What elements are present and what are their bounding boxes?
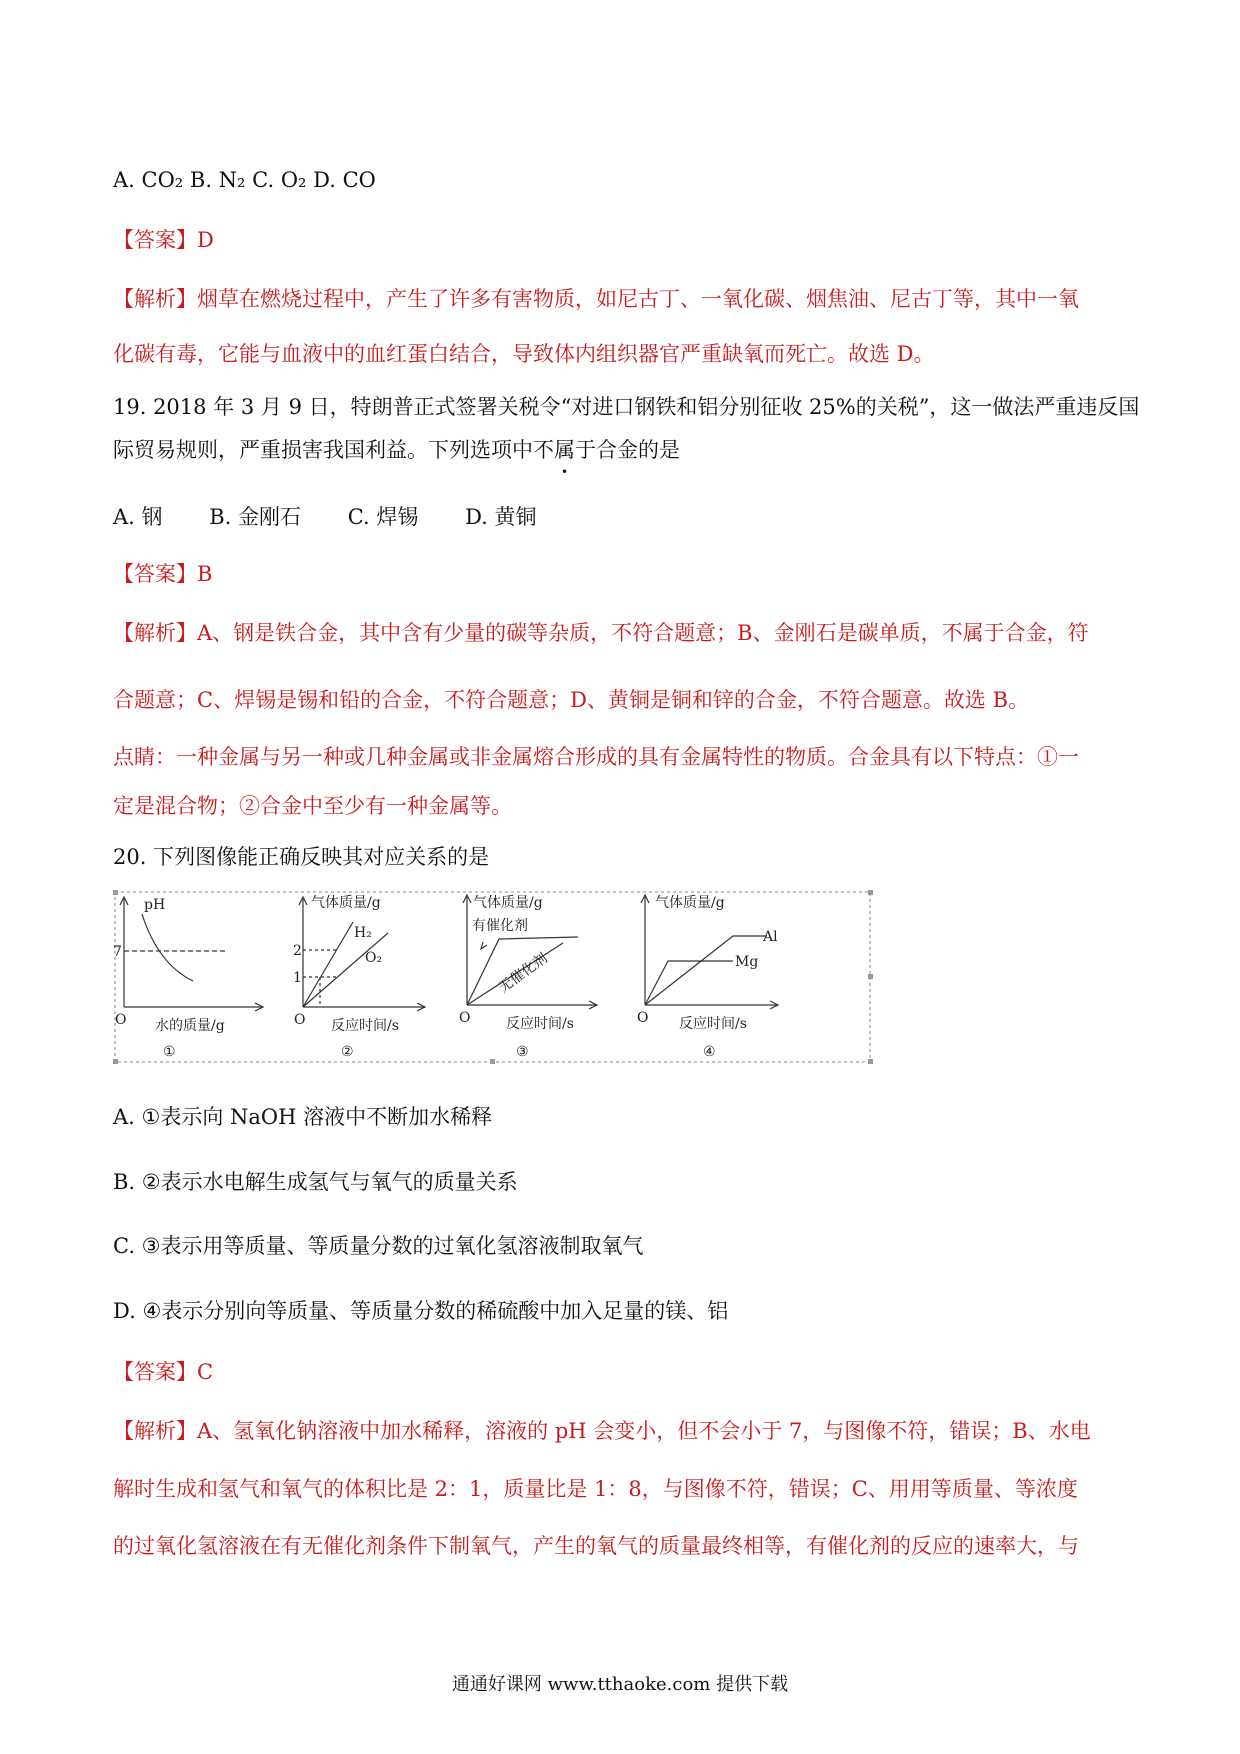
q20-option-a: A. ①表示向 NaOH 溶液中不断加水稀释 xyxy=(113,1105,493,1129)
origin-label: O xyxy=(459,1010,471,1026)
g4-xlabel: 反应时间/s xyxy=(679,1016,747,1032)
answer-value: C xyxy=(197,1360,214,1384)
emphasis-text: 不属于 xyxy=(533,438,596,462)
q20-analysis-line-2: 解时生成和氢气和氧气的体积比是 2：1，质量比是 1：8，与图像不符，错误；C、用用等质量、等浓度 xyxy=(113,1477,1078,1501)
g3-number: ③ xyxy=(516,1044,529,1060)
g2-ylabel: 气体质量/g xyxy=(311,895,381,911)
q20-answer xyxy=(113,1358,213,1386)
q20-option-c: C. ③表示用等质量、等质量分数的过氧化氢溶液制取氧气 xyxy=(113,1234,644,1258)
origin-label: O xyxy=(637,1010,649,1026)
q18-answer xyxy=(113,226,214,254)
g2-number: ② xyxy=(341,1044,354,1060)
g2-series-h2: H₂ xyxy=(354,925,372,941)
g2-tick-2: 2 xyxy=(293,943,302,959)
analysis-label: 【解析】 xyxy=(113,1419,197,1443)
origin-label: O xyxy=(294,1012,306,1028)
label-arrow xyxy=(481,942,487,949)
analysis-text: A、钢是铁合金，其中含有少量的碳等杂质，不符合题意；B、金刚石是碳单质，不属于合金，符 xyxy=(197,621,1089,645)
border-handle xyxy=(113,1059,118,1064)
answer-value: D xyxy=(197,228,214,252)
q19-analysis-line-2: 合题意；C、焊锡是锡和铅的合金，不符合题意；D、黄铜是铜和锌的合金，不符合题意。故选 B。 xyxy=(113,688,1030,712)
q19-stem-line-2 xyxy=(113,436,680,464)
g3-xlabel: 反应时间/s xyxy=(506,1016,574,1032)
q18-analysis-line-2: 化碳有毒，它能与血液中的血红蛋白结合，导致体内组织器官严重缺氧而死亡。故选 D。 xyxy=(113,342,935,366)
mg-line xyxy=(645,961,733,1005)
q18-options: A. CO₂ B. N₂ C. O₂ D. CO xyxy=(113,168,376,192)
g4-ylabel: 气体质量/g xyxy=(655,895,725,911)
page-footer: 通通好课网 www.tthaoke.com 提供下载 xyxy=(451,1674,789,1695)
h2-line xyxy=(303,922,353,1007)
analysis-text: 烟草在燃烧过程中，产生了许多有害物质，如尼古丁、一氧化碳、烟焦油、尼古丁等，其中一氧 xyxy=(197,287,1079,311)
q19-options xyxy=(113,503,577,531)
q19-analysis-line-1 xyxy=(113,619,1089,647)
g1-number: ① xyxy=(163,1044,176,1060)
q19-note-line-2: 定是混合物；②合金中至少有一种金属等。 xyxy=(113,794,512,818)
ph-curve xyxy=(142,914,193,981)
graph-4 xyxy=(641,895,778,1009)
q20-stem: 20. 下列图像能正确反映其对应关系的是 xyxy=(113,845,490,869)
g1-ylabel: pH xyxy=(144,897,166,913)
q20-option-b: B. ②表示水电解生成氢气与氧气的质量关系 xyxy=(113,1170,518,1194)
q20-option-d: D. ④表示分别向等质量、等质量分数的稀硫酸中加入足量的镁、铝 xyxy=(113,1299,729,1323)
g1-xlabel: 水的质量/g xyxy=(155,1018,225,1034)
border-handle xyxy=(868,974,873,979)
graph-2 xyxy=(299,897,425,1011)
border-handle xyxy=(113,890,118,895)
o2-line xyxy=(303,933,388,1007)
answer-label: 【答案】 xyxy=(113,228,197,252)
graph-1 xyxy=(120,897,263,1011)
q20-analysis-line-1 xyxy=(113,1417,1091,1445)
g2-tick-1: 1 xyxy=(293,970,302,986)
answer-label: 【答案】 xyxy=(113,1360,197,1384)
g4-number: ④ xyxy=(703,1044,716,1060)
g3-ylabel: 气体质量/g xyxy=(473,895,543,911)
origin-label: O xyxy=(115,1012,127,1028)
q19-stem-line-1: 19. 2018 年 3 月 9 日，特朗普正式签署关税令“对进口钢铁和铝分别征收 25%的关税”，这一做法严重违反国 xyxy=(113,395,1140,419)
q20-analysis-line-3: 的过氧化氢溶液在有无催化剂条件下制氧气，产生的氧气的质量最终相等，有催化剂的反应的速率大，与 xyxy=(113,1534,1079,1558)
q19-answer xyxy=(113,560,212,588)
q18-analysis-line-1 xyxy=(113,285,1079,313)
option-d: D. 黄铜 xyxy=(465,505,537,529)
g3-series-no-catalyst: 无催化剂 xyxy=(495,950,551,997)
g4-series-al: Al xyxy=(763,929,778,945)
analysis-text: A、氢氧化钠溶液中加水稀释，溶液的 pH 会变小，但不会小于 7，与图像不符，错误；B、水电 xyxy=(197,1419,1091,1443)
g2-xlabel: 反应时间/s xyxy=(331,1018,399,1034)
answer-label: 【答案】 xyxy=(113,562,197,586)
border-handle xyxy=(490,1059,495,1064)
border-handle xyxy=(868,1059,873,1064)
g3-series-catalyst: 有催化剂 xyxy=(472,918,528,934)
analysis-label: 【解析】 xyxy=(113,621,197,645)
g1-tick: 7 xyxy=(113,944,122,960)
graph-3 xyxy=(463,895,597,1009)
analysis-label: 【解析】 xyxy=(113,287,197,311)
option-b: B. 金刚石 xyxy=(209,505,302,529)
option-c: C. 焊锡 xyxy=(347,505,419,529)
g2-series-o2: O₂ xyxy=(365,950,383,966)
stem-text: 合金的是 xyxy=(596,438,680,462)
option-a: A. 钢 xyxy=(113,505,163,529)
g4-series-mg: Mg xyxy=(735,954,759,970)
border-handle xyxy=(868,890,873,895)
answer-value: B xyxy=(197,562,213,586)
q20-figure xyxy=(113,889,873,1065)
q19-note-line-1: 点睛：一种金属与另一种或几种金属或非金属熔合形成的具有金属特性的物质。合金具有以下特点：①一 xyxy=(113,745,1079,769)
stem-text: 际贸易规则，严重损害我国利益。下列选项中 xyxy=(113,438,533,462)
